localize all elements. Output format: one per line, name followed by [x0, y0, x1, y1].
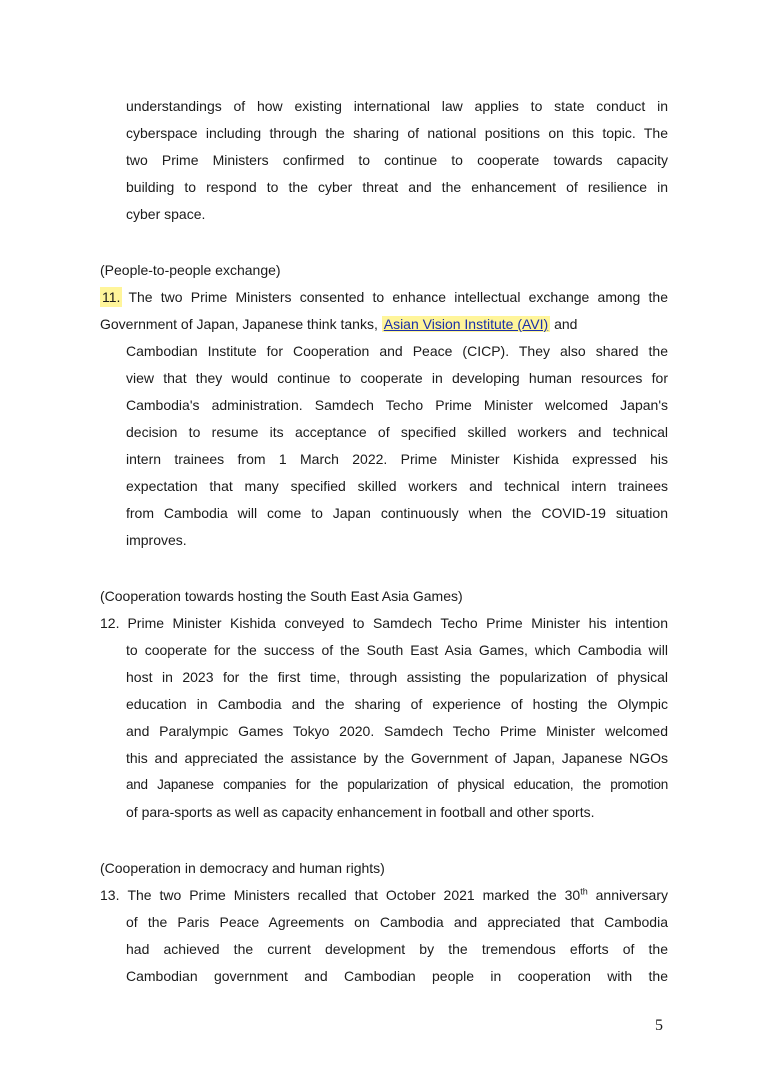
p13-line-1-pre: The two Prime Ministers recalled that October 2021 marked the 30: [127, 887, 581, 903]
p13-line-3: had achieved the current development by the tremendous efforts of the: [126, 941, 668, 957]
p11-line-1-text: The two Prime Ministers consented to enhance intellectual exchange among the: [128, 289, 668, 305]
p12-line-1-text: Prime Minister Kishida conveyed to Samdech Techo Prime Minister his intention: [127, 615, 668, 631]
p12-line-6: this and appreciated the assistance by the Government of Japan, Japanese NGOs: [126, 750, 668, 766]
p11-line-2-post: and: [554, 316, 578, 332]
p13-line-2: of the Paris Peace Agreements on Cambodia and appreciated that Cambodia: [126, 914, 668, 930]
p10-line-3: two Prime Ministers confirmed to continue to cooperate towards capacity: [126, 152, 668, 168]
p12-line-3: host in 2023 for the first time, through assisting the popularization of physical: [126, 669, 668, 685]
section-heading-democracy: (Cooperation in democracy and human rights): [100, 860, 385, 876]
section-heading-people: (People-to-people exchange): [100, 262, 281, 278]
p13-line-1-text: [127, 885, 668, 905]
p13-number: 13.: [100, 887, 120, 903]
p10-line-2: cyberspace including through the sharing of national positions on this topic. The: [126, 125, 668, 141]
p13-line-4: Cambodian government and Cambodian people in cooperation with the: [126, 968, 668, 984]
p12-line-8: of para-sports as well as capacity enhancement in football and other sports.: [126, 804, 595, 820]
section-heading-games: (Cooperation towards hosting the South East Asia Games): [100, 588, 463, 604]
p11-line-4: view that they would continue to cooperate in developing human resources for: [126, 370, 668, 386]
p11-line-3: Cambodian Institute for Cooperation and Peace (CICP). They also shared the: [126, 343, 668, 359]
p12-line-1: [100, 613, 668, 633]
p11-line-2: [100, 314, 577, 334]
p11-line-10: improves.: [126, 532, 187, 548]
p12-line-7: and Japanese companies for the popularization of physical education, the promotion: [126, 777, 668, 792]
p11-line-6: decision to resume its acceptance of specified skilled workers and technical: [126, 424, 668, 440]
ordinal-suffix: th: [580, 886, 588, 897]
p11-line-1: [100, 287, 668, 307]
p10-line-4: building to respond to the cyber threat and the enhancement of resilience in: [126, 179, 668, 195]
p10-line-5: cyber space.: [126, 206, 206, 222]
p12-line-2: to cooperate for the success of the South East Asia Games, which Cambodia will: [126, 642, 668, 658]
p12-number: 12.: [100, 615, 120, 631]
p11-line-2-pre: Government of Japan, Japanese think tanks,: [100, 316, 378, 332]
p11-line-8: expectation that many specified skilled workers and technical intern trainees: [126, 478, 668, 494]
p10-line-1: understandings of how existing international law applies to state conduct in: [126, 98, 668, 114]
p11-line-5: Cambodia's administration. Samdech Techo Prime Minister welcomed Japan's: [126, 397, 668, 413]
p11-number: 11.: [102, 289, 121, 305]
p13-line-1-post: anniversary: [587, 887, 668, 903]
p13-line-1: [100, 885, 668, 905]
p11-line-9: from Cambodia will come to Japan continuously when the COVID-19 situation: [126, 505, 668, 521]
p11-line-7: intern trainees from 1 March 2022. Prime Minister Kishida expressed his: [126, 451, 668, 467]
page-number: 5: [655, 1017, 663, 1034]
p12-line-4: education in Cambodia and the sharing of experience of hosting the Olympic: [126, 696, 668, 712]
p12-line-5: and Paralympic Games Tokyo 2020. Samdech Techo Prime Minister welcomed: [126, 723, 668, 739]
avi-link[interactable]: Asian Vision Institute (AVI): [383, 316, 549, 332]
